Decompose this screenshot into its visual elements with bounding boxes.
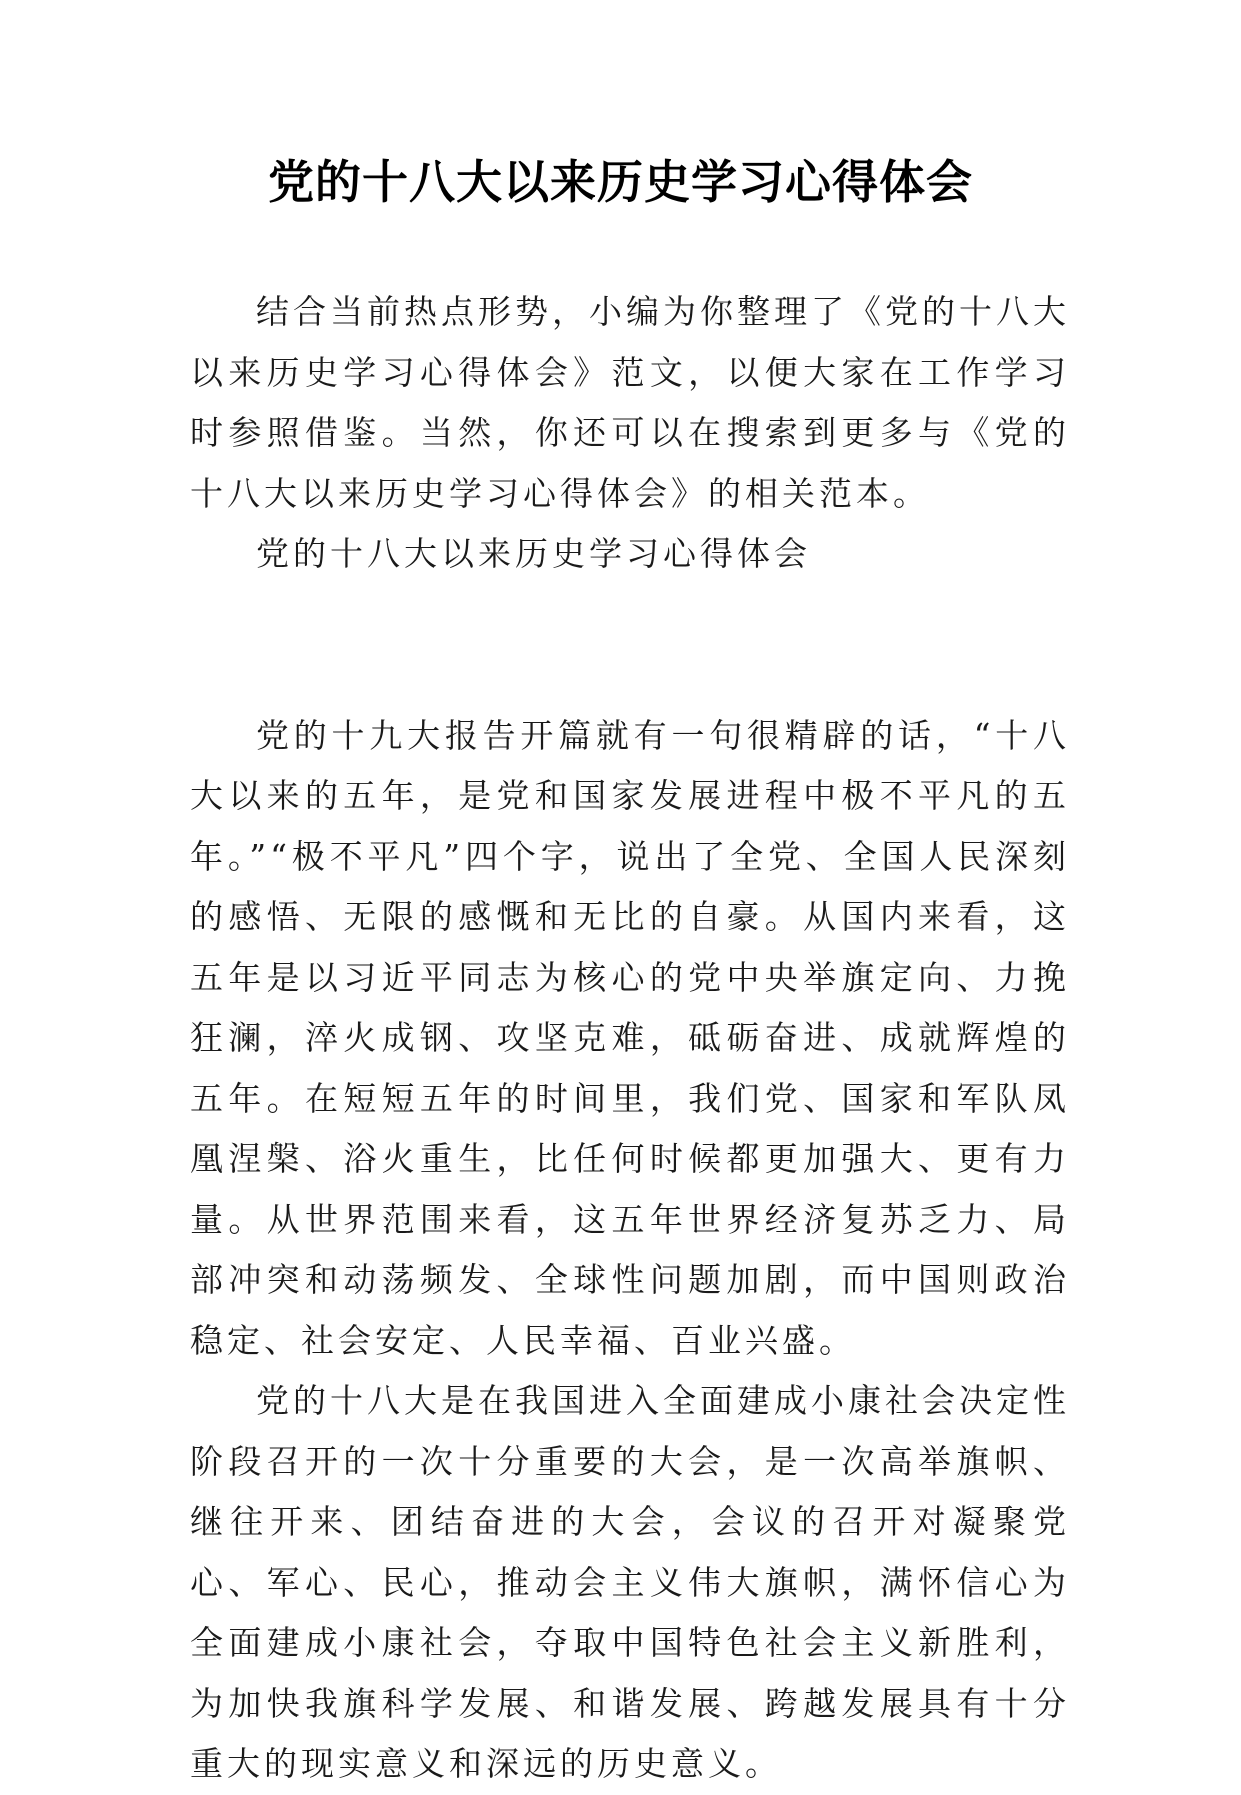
document-body [190,282,1070,1795]
page-title: 党的十八大以来历史学习心得体会 [268,155,973,209]
body-paragraph: 党的十九大报告开篇就有一句很精辟的话，“十八大以来的五年，是党和国家发展进程中极不平凡的五年。”“极不平凡”四个字，说出了全党、全国人民深刻的感悟、无限的感慨和无比的自豪。从国内来看，这五年是以习近平同志为核心的党中央举旗定向、力挽狂澜，淬火成钢、攻坚克难，砥砺奋进、成就辉煌的五年。在短短五年的时间里，我们党、国家和军队凤凰涅槃、浴火重生，比任何时候都更加强大、更有力量。从世界范围来看，这五年世界经济复苏乏力、局部冲突和动荡频发、全球性问题加剧，而中国则政治稳定、社会安定、人民幸福、百业兴盛。 [190,715,1070,1360]
body-paragraph: 党的十八大是在我国进入全面建成小康社会决定性阶段召开的一次十分重要的大会，是一次高举旗帜、继往开来、团结奋进的大会，会议的召开对凝聚党心、军心、民心，推动会主义伟大旗帜，满怀信心为全面建成小康社会，夺取中国特色社会主义新胜利，为加快我旗科学发展、和谐发展、跨越发展具有十分重大的现实意义和深远的历史意义。 [190,1381,1070,1783]
intro-paragraph: 结合当前热点形势，小编为你整理了《党的十八大以来历史学习心得体会》范文，以便大家在工作学习时参照借鉴。当然，你还可以在搜索到更多与《党的十八大以来历史学习心得体会》的相关范本。 [190,292,1070,513]
section-subtitle: 党的十八大以来历史学习心得体会 [256,534,811,573]
